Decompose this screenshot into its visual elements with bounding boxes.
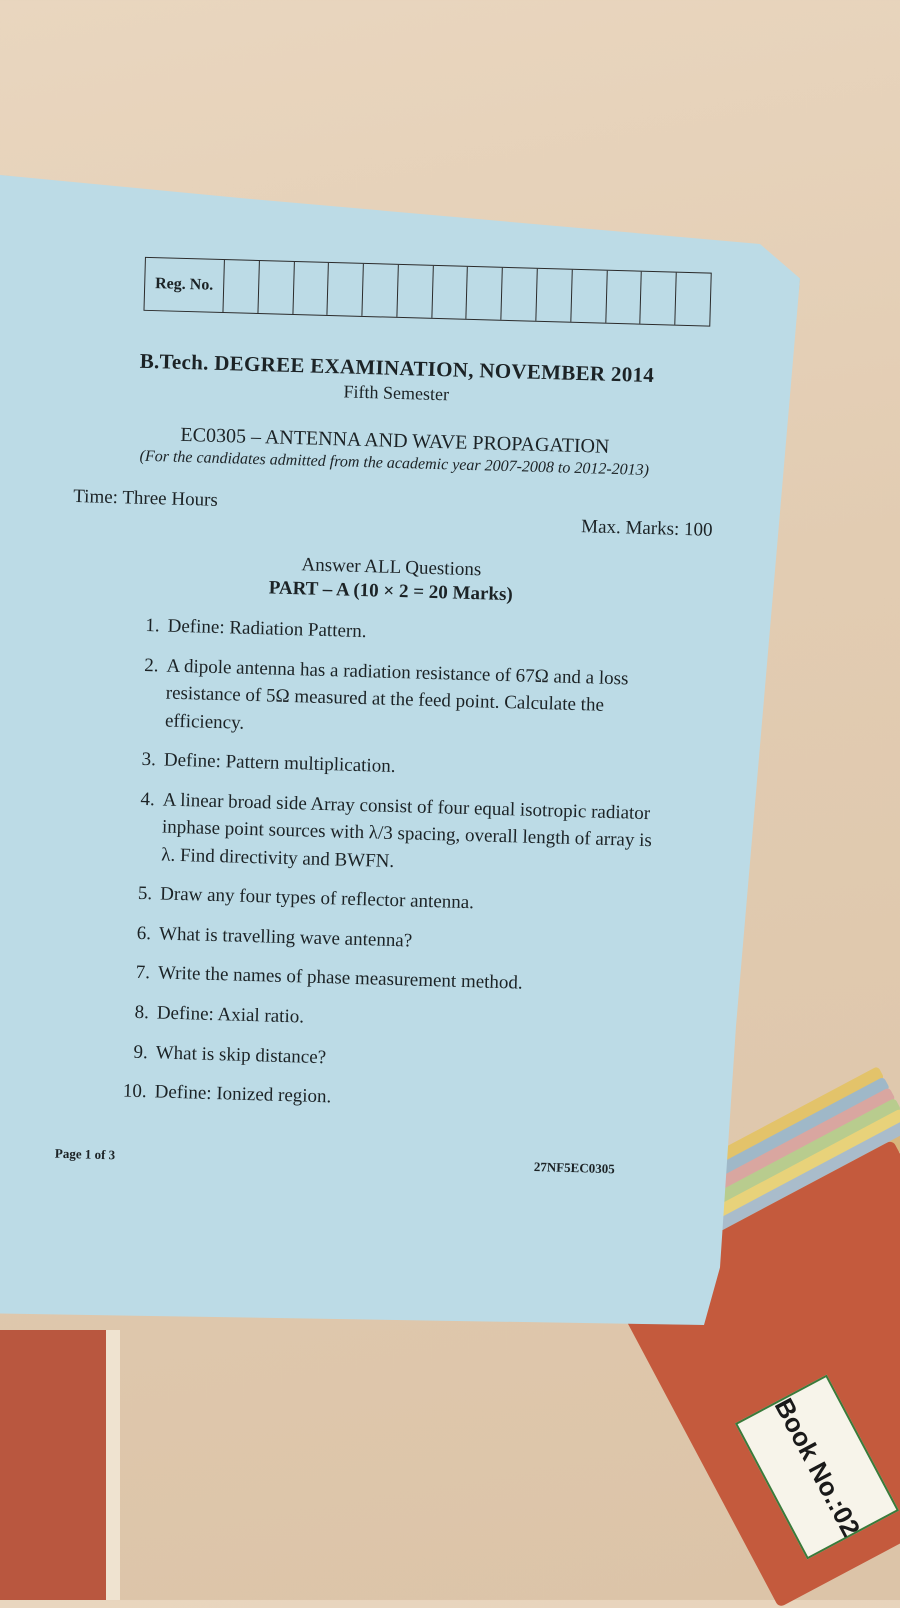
- reg-cell: [467, 267, 503, 320]
- question-text: What is travelling wave antenna?: [158, 923, 413, 952]
- semester: Fifth Semester: [343, 381, 450, 405]
- question-item: [116, 1077, 697, 1121]
- question-text: Define: Axial ratio.: [156, 1002, 305, 1028]
- question-item: [118, 998, 699, 1042]
- notebook-edge: [106, 1330, 120, 1600]
- reg-cell: [363, 264, 399, 317]
- reg-cell: [606, 271, 642, 324]
- question-text: Draw any four types of reflector antenna.: [159, 883, 475, 914]
- reg-cell: [536, 269, 572, 322]
- question-item: [127, 651, 709, 750]
- question-number: 2.: [144, 654, 159, 676]
- reg-cell: [223, 260, 259, 313]
- reg-cell: [258, 261, 294, 314]
- question-text: Define: Pattern multiplication.: [163, 749, 396, 778]
- question-number: 3.: [141, 749, 157, 771]
- question-number: 7.: [135, 962, 151, 984]
- question-text: Write the names of phase measurement method.: [157, 962, 523, 995]
- reg-cell: [502, 268, 538, 321]
- reg-cell: [641, 272, 677, 325]
- question-text: Define: Radiation Pattern.: [167, 615, 367, 643]
- time-allowed: Time: Three Hours: [72, 485, 219, 511]
- paper-code: 27NF5EC0305: [533, 1158, 615, 1176]
- question-list: [56, 610, 710, 1121]
- question-number: 8.: [134, 1001, 150, 1024]
- candidates-note: (For the candidates admitted from the academic year 2007-2008 to 2012-2013): [139, 447, 650, 479]
- question-item: [122, 880, 703, 924]
- question-text: A dipole antenna has a radiation resistance of 67Ω and a loss resistance of 5Ω measured at the feed point. Calculate the efficiency.: [164, 655, 629, 734]
- question-item: [121, 919, 702, 963]
- page-number: Page 1 of 3: [54, 1145, 116, 1162]
- question-text: Define: Ionized region.: [154, 1081, 332, 1108]
- time-marks-row: [72, 486, 713, 542]
- reg-label: Reg. No.: [144, 258, 224, 312]
- question-paper-content: [55, 255, 720, 1179]
- question-text: A linear broad side Array consist of four equal isotropic radiator inphase point sources with λ/3 spacing, overall length of array is λ. Find directivity and BWFN.: [160, 789, 653, 872]
- course-title: EC0305 – ANTENNA AND WAVE PROPAGATION: [180, 423, 610, 458]
- question-number: 4.: [140, 788, 156, 811]
- reg-cell: [675, 273, 710, 326]
- instruction: Answer ALL Questions: [301, 554, 482, 581]
- reg-cell: [432, 266, 468, 319]
- question-number: 9.: [133, 1041, 149, 1063]
- question-number: 5.: [137, 883, 153, 905]
- question-number: 6.: [136, 922, 152, 945]
- question-item: [117, 1038, 698, 1082]
- question-number: 1.: [145, 614, 160, 637]
- max-marks: Max. Marks: 100: [580, 516, 713, 541]
- question-text: What is skip distance?: [155, 1041, 327, 1068]
- part-heading: PART – A (10 × 2 = 20 Marks): [268, 577, 514, 606]
- reg-cell: [571, 270, 607, 323]
- red-notebook: [0, 1330, 120, 1600]
- question-item: [129, 612, 710, 656]
- reg-cell: [328, 263, 364, 316]
- reg-cell: [293, 262, 329, 315]
- question-item: [123, 785, 705, 884]
- question-item: [126, 746, 707, 790]
- reg-cell: [397, 265, 433, 318]
- book-number-text: Book No.:02: [768, 1392, 867, 1541]
- exam-title: B.Tech. DEGREE EXAMINATION, NOVEMBER 2014: [139, 348, 655, 388]
- question-number: 10.: [122, 1080, 147, 1103]
- question-item: [120, 959, 701, 1003]
